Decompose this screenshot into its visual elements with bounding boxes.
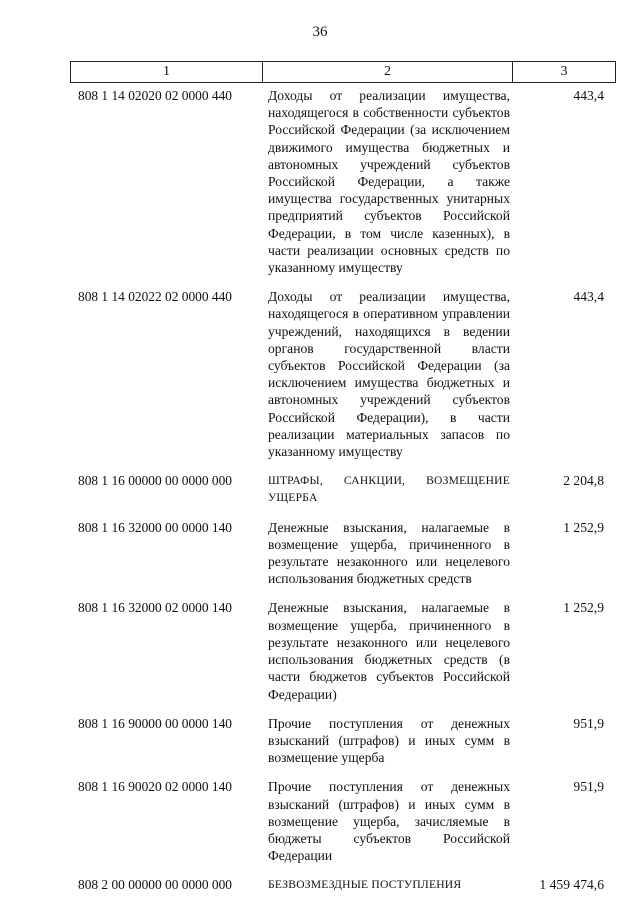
budget-code: 808 1 16 32000 02 0000 140: [78, 600, 232, 616]
budget-code: 808 2 00 00000 00 0000 000: [78, 877, 232, 893]
column-header-amount: 3: [560, 64, 568, 79]
budget-code: 808 1 14 02022 02 0000 440: [78, 289, 232, 305]
table-body: [70, 87, 616, 906]
row-amount: 951,9: [573, 779, 604, 795]
budget-code: 808 1 16 32000 00 0000 140: [78, 519, 232, 535]
page-number: 36: [312, 24, 328, 40]
table-row: [70, 288, 616, 460]
table-row: [70, 715, 616, 767]
table-row: [70, 87, 616, 276]
table-row: [70, 876, 616, 893]
row-description: ШТРАФЫ, САНКЦИИ, ВОЗМЕЩЕНИЕ УЩЕРБА: [268, 474, 510, 505]
budget-code: 808 1 16 90000 00 0000 140: [78, 715, 232, 731]
row-description: Прочие поступления от денежных взысканий (штрафов) и иных сумм в возмещение ущерба: [268, 715, 510, 766]
budget-code: 808 1 14 02020 02 0000 440: [78, 88, 232, 103]
table-row: [70, 599, 616, 702]
row-amount: 951,9: [573, 715, 604, 731]
row-amount: 443,4: [573, 88, 604, 103]
row-amount: 1 252,9: [563, 519, 604, 535]
column-header-code: 1: [71, 62, 263, 82]
row-description: Денежные взыскания, налагаемые в возмещение ущерба, причиненного в результате незаконного или нецелевого использования бюджетных средств: [268, 519, 510, 587]
table-row: [70, 778, 616, 864]
budget-code: 808 1 16 90020 02 0000 140: [78, 779, 232, 795]
row-amount: 443,4: [573, 289, 604, 305]
budget-code: 808 1 16 00000 00 0000 000: [78, 473, 232, 489]
row-amount: 1 252,9: [563, 600, 604, 616]
row-description: Прочие поступления от денежных взысканий (штрафов) и иных сумм в возмещение ущерба, зачисляемые в бюджеты субъектов Российской Федерации: [268, 779, 510, 864]
table-header: [70, 61, 616, 83]
table-row: [70, 519, 616, 588]
row-description: БЕЗВОЗМЕЗДНЫЕ ПОСТУПЛЕНИЯ: [268, 878, 462, 892]
column-header-description: 2: [263, 62, 513, 82]
row-description: Денежные взыскания, налагаемые в возмещение ущерба, причиненного в результате незаконного или нецелевого использования бюджетных средств (в части бюджетов субъектов Российской Федерации): [268, 600, 510, 702]
row-amount: 1 459 474,6: [539, 877, 604, 893]
table-row: [70, 472, 616, 506]
row-description: Доходы от реализации имущества, находящегося в собственности субъектов Российской Федерации (за исключением движимого имущества бюджетных и автономных учреждений субъектов Российской Федерации, а также имущества государственных унитарных предприятий субъектов Российской Федерации, в том числе казенных), в части реализации основных средств по указанному имуществу: [268, 88, 510, 276]
row-amount: 2 204,8: [563, 473, 604, 489]
row-description: Доходы от реализации имущества, находящегося в оперативном управлении учреждений, находящихся в ведении органов государственной власти субъектов Российской Федерации (за исключением имущества бюджетных и автономных учреждений субъектов Российской Федерации), в части реализации материальных запасов по указанному имуществу: [268, 289, 510, 460]
